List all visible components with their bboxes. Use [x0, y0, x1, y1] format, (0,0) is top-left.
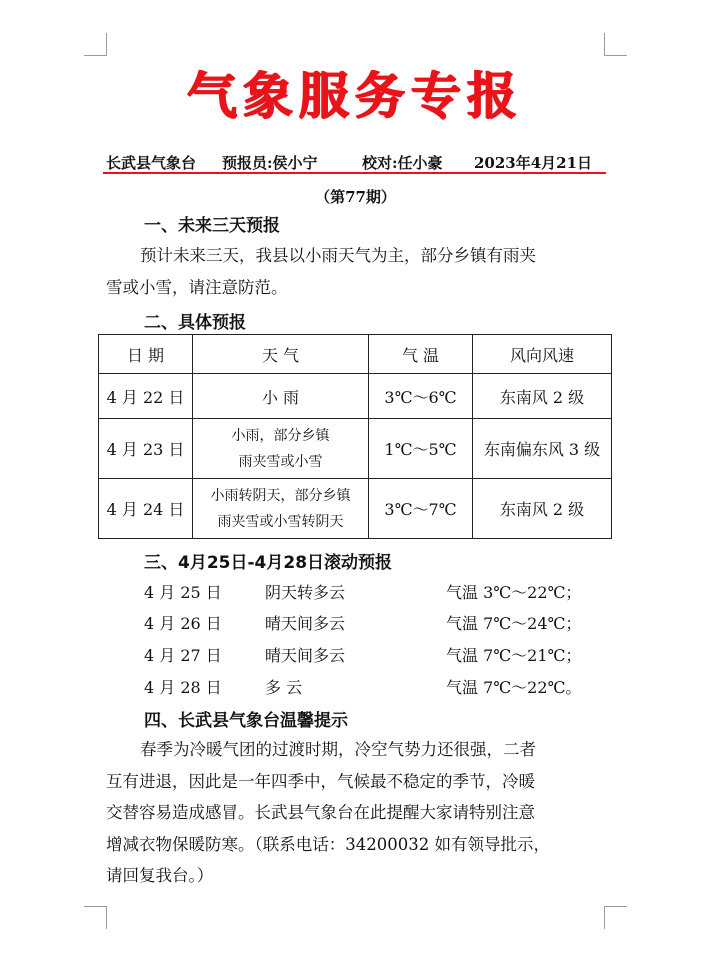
forecast-table	[98, 334, 612, 539]
crop-mark-bottom-right	[604, 906, 627, 929]
header-red-rule	[103, 172, 606, 174]
forecaster: 预报员:侯小宁	[222, 154, 318, 172]
rolling-weather: 晴天间多云	[265, 614, 346, 633]
header-date: 日 期	[99, 335, 193, 374]
section-4-body	[106, 734, 606, 892]
row-weather-line: 雨夹雪或小雪	[238, 453, 323, 470]
header-info-line	[106, 148, 604, 172]
crop-mark-top-right	[604, 33, 627, 56]
row-temp: 3℃～6℃	[369, 374, 473, 419]
issue-number: （第77期）	[315, 188, 396, 206]
header-temp: 气 温	[369, 335, 473, 374]
section-4-line: 交替容易造成感冒。长武县气象台在此提醒大家请特别注意	[106, 803, 535, 822]
section-4-line: 请回复我台。）	[106, 866, 214, 885]
section-1-line: 雪或小雪，请注意防范。	[106, 277, 288, 297]
row-weather-line: 雨夹雪或小雪转阴天	[217, 513, 344, 530]
rolling-date: 4 月 25 日	[144, 583, 222, 602]
rolling-date: 4 月 27 日	[144, 646, 222, 665]
issue-date: 2023年4月21日	[474, 154, 593, 172]
proofreader: 校对:任小豪	[362, 154, 443, 172]
row-wind: 东南风 2 级	[473, 374, 612, 419]
row-temp: 1℃～5℃	[369, 419, 473, 479]
document-title: 气象服务专报	[187, 66, 523, 125]
row-temp: 3℃～7℃	[369, 479, 473, 539]
section-2-heading: 二、具体预报	[144, 313, 246, 333]
rolling-temp: 气温 7℃～21℃；	[446, 646, 582, 665]
section-4-heading: 四、长武县气象台温馨提示	[144, 711, 348, 731]
row-weather	[193, 479, 369, 539]
rolling-date: 4 月 26 日	[144, 614, 222, 633]
section-1-body	[106, 240, 606, 303]
crop-mark-top-left	[84, 33, 107, 56]
rolling-temp: 气温 7℃～24℃；	[446, 614, 582, 633]
table-row	[99, 479, 612, 539]
table-row	[99, 419, 612, 479]
rolling-temp: 气温 7℃～22℃。	[446, 678, 582, 697]
section-1-heading: 一、未来三天预报	[144, 216, 280, 236]
rolling-weather: 多 云	[265, 678, 303, 697]
rolling-weather: 晴天间多云	[265, 646, 346, 665]
row-date: 4 月 24 日	[99, 479, 193, 539]
row-weather-line: 小雨转阴天，部分乡镇	[210, 487, 351, 504]
row-weather-line: 小雨，部分乡镇	[231, 427, 330, 444]
header-weather: 天 气	[193, 335, 369, 374]
table-row	[99, 374, 612, 419]
rolling-weather: 阴天转多云	[265, 583, 346, 602]
section-3-heading: 三、4月25日-4月28日滚动预报	[144, 553, 393, 573]
row-wind: 东南偏东风 3 级	[473, 419, 612, 479]
crop-mark-bottom-left	[84, 906, 107, 929]
section-4-line: 互有进退，因此是一年四季中，气候最不稳定的季节，冷暖	[106, 771, 535, 791]
rolling-date: 4 月 28 日	[144, 678, 222, 697]
row-weather: 小 雨	[193, 374, 369, 419]
rolling-temp: 气温 3℃～22℃；	[446, 583, 582, 602]
row-weather	[193, 419, 369, 479]
table-header-row	[99, 335, 612, 374]
section-1-line: 预计未来三天，我县以小雨天气为主，部分乡镇有雨夹	[140, 246, 536, 265]
row-date: 4 月 23 日	[99, 419, 193, 479]
row-date: 4 月 22 日	[99, 374, 193, 419]
row-wind: 东南风 2 级	[473, 479, 612, 539]
section-4-line: 增减衣物保暖防寒。（联系电话：34200032 如有领导批示，	[106, 834, 550, 854]
station-name: 长武县气象台	[106, 154, 197, 172]
header-wind: 风向风速	[473, 335, 612, 374]
section-4-line: 春季为冷暖气团的过渡时期，冷空气势力还很强，二者	[140, 740, 536, 759]
